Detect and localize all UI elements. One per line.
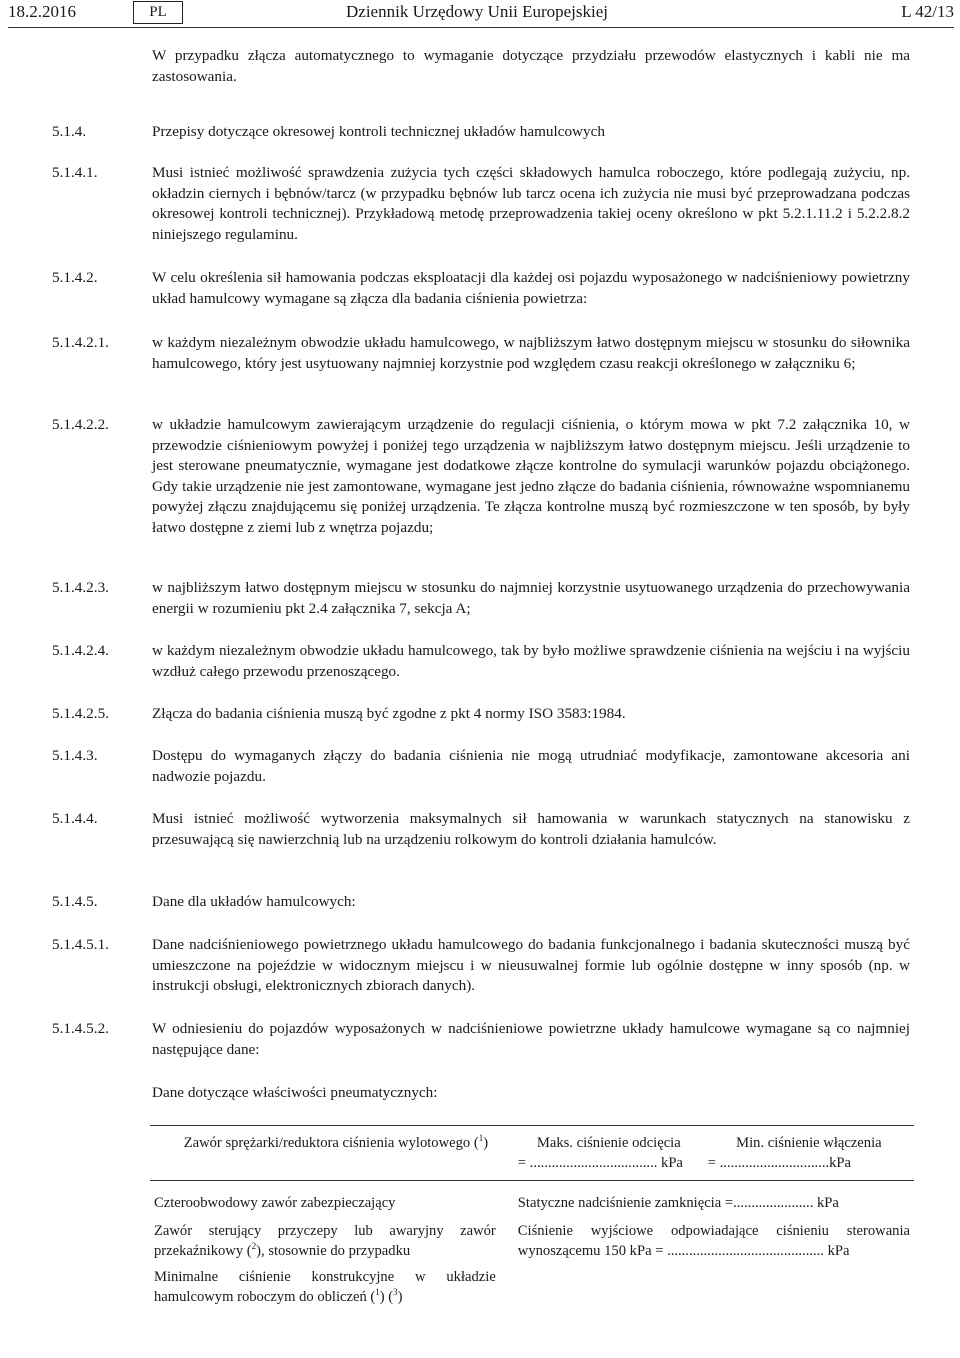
- section-number: 5.1.4.2.: [52, 269, 98, 286]
- table-cell: Statyczne nadciśnienie zamknięcia =...................... kPa: [517, 1195, 839, 1211]
- section-number: 5.1.4.4.: [52, 810, 98, 827]
- table-header-row: [150, 1126, 914, 1181]
- footnote-ref: 3: [393, 1287, 398, 1298]
- table-header-cell: [514, 1126, 704, 1181]
- page-reference: L 42/13: [901, 2, 954, 21]
- intro-paragraph: W przypadku złącza automatycznego to wymaganie dotyczące przydziału przewodów elastycznych i kabli nie ma zastosowania.: [152, 47, 910, 85]
- section-number: 5.1.4.1.: [52, 164, 98, 181]
- table-row: [150, 1261, 914, 1307]
- section-text: Dane nadciśnieniowego powietrznego układu hamulcowego do badania funkcjonalnego i badania skuteczności muszą być umieszczone na pojeździe w widocznym miejscu i w nieusuwalnej formie lub ogólnie dostępne w inny sposób (np. w instrukcji obsługi, elektronicznych zbiorach danych).: [152, 936, 910, 995]
- cell-text: ), stosownie do przypadku: [256, 1243, 411, 1259]
- section-number: 5.1.4.2.3.: [52, 579, 109, 596]
- footnote-ref: 1: [478, 1133, 484, 1144]
- section-number: 5.1.4.2.4.: [52, 642, 109, 659]
- pneumatic-data-table: [150, 1125, 914, 1307]
- section-text: Dane dla układów hamulcowych:: [152, 893, 356, 910]
- language-badge: PL: [133, 1, 183, 24]
- section-number: 5.1.4.: [52, 123, 87, 140]
- page-header: [0, 0, 960, 30]
- header-text: Zawór sprężarki/reduktora ciśnienia wylotowego (: [183, 1135, 479, 1151]
- header-value: = ..............................kPa: [707, 1155, 852, 1171]
- cell-text: ): [397, 1289, 403, 1305]
- header-value: = ................................... kPa: [517, 1155, 683, 1171]
- table-header-cell: [150, 1126, 514, 1181]
- table-cell: [150, 1213, 514, 1261]
- table-row: [150, 1181, 914, 1214]
- section-text: w każdym niezależnym obwodzie układu hamulcowego, w najbliższym łatwo dostępnym miejscu w stosunku do siłownika hamulcowego, który jest usytuowany najmniej korzystnie pod względem czasu reakcji określonego w załączniku 6;: [152, 334, 910, 372]
- section-number: 5.1.4.2.2.: [52, 416, 109, 433]
- section-text: Złącza do badania ciśnienia muszą być zgodne z pkt 4 normy ISO 3583:1984.: [152, 705, 626, 722]
- section-text: Dostępu do wymaganych złączy do badania ciśnienia nie mogą utrudniać modyfikacje, zamontowane akcesoria ani nadwozie pojazdu.: [152, 747, 910, 785]
- section-heading: Przepisy dotyczące okresowej kontroli technicznej układów hamulcowych: [152, 123, 605, 140]
- table-cell: Ciśnienie wyjściowe odpowiadające ciśnieniu sterowania wynoszącemu 150 kPa = ........................................... kPa: [517, 1223, 910, 1259]
- header-text: ): [483, 1135, 489, 1151]
- section-text: w każdym niezależnym obwodzie układu hamulcowego, tak by było możliwe sprawdzenie ciśnienia na wejściu i na wyjściu wzdłuż całego przewodu przenoszącego.: [152, 642, 910, 680]
- table-title: Dane dotyczące właściwości pneumatycznych:: [152, 1084, 438, 1101]
- section-number: 5.1.4.3.: [52, 747, 98, 764]
- table-cell: Czteroobwodowy zawór zabezpieczający: [154, 1195, 396, 1211]
- section-number: 5.1.4.2.1.: [52, 334, 109, 351]
- table-header-cell: [704, 1126, 914, 1181]
- table-cell-empty: [514, 1261, 914, 1307]
- section-text: w najbliższym łatwo dostępnym miejscu w stosunku do najmniej korzystnie usytuowanego urządzenia do przechowywania energii w rozumieniu pkt 2.4 załącznika 7, sekcja A;: [152, 579, 910, 617]
- cell-text: Minimalne ciśnienie konstrukcyjne w układzie hamulcowym roboczym do obliczeń (: [154, 1269, 496, 1305]
- footnote-ref: 1: [375, 1287, 380, 1298]
- section-number: 5.1.4.5.2.: [52, 1020, 109, 1037]
- section-text: Musi istnieć możliwość sprawdzenia zużycia tych części składowych hamulca roboczego, które podlegają zużyciu, np. okładzin ciernych i bębnów/tarcz (w przypadku bębnów lub tarcz ocena ich zużycia nie musi być przeprowadzana podczas okresowej kontroli technicznej). Przykładową metodę przeprowadzenia takiej oceny określono w pkt 5.2.1.11.2 i 5.2.2.8.2 niniejszego regulaminu.: [152, 164, 910, 243]
- cell-text: ) (: [379, 1289, 394, 1305]
- publication-date: 18.2.2016: [8, 2, 76, 21]
- journal-title: Dziennik Urzędowy Unii Europejskiej: [346, 2, 609, 21]
- footnote-ref: 2: [251, 1241, 257, 1252]
- section-number: 5.1.4.5.1.: [52, 936, 109, 953]
- section-text: w układzie hamulcowym zawierającym urządzenie do regulacji ciśnienia, o którym mowa w pkt 7.2 załącznika 10, w przewodzie ciśnieniowym powyżej i poniżej tego urządzenia w najbliższym łatwo dostępnym miejscu. Jeśli urządzenie to jest sterowane pneumatycznie, wymagane jest dodatkowe złącze kontrolne do symulacji warunków pojazdu obciążonego. Gdy takie urządzenie nie jest zamontowane, wymagane jest jedno złącze do badania ciśnienia, równoważne wspomnianemu powyżej złączu znajdującemu się poniżej urządzenia. Te złącza kontrolne muszą być rozmieszczone w ten sposób, by były łatwo dostępne z ziemi lub z wnętrza pojazdu;: [152, 416, 910, 536]
- header-text: Maks. ciśnienie odcięcia: [536, 1135, 681, 1151]
- section-number: 5.1.4.5.: [52, 893, 98, 910]
- cell-text: Zawór sterujący przyczepy lub awaryjny zawór przekaźnikowy (: [154, 1223, 496, 1259]
- section-number: 5.1.4.2.5.: [52, 705, 109, 722]
- table-row: [150, 1213, 914, 1261]
- section-text: Musi istnieć możliwość wytworzenia maksymalnych sił hamowania w warunkach statycznych na stanowisku z przesuwającą się nawierzchnią lub na urządzeniu rolkowym do kontroli działania hamulców.: [152, 810, 910, 848]
- table-cell: [150, 1261, 514, 1307]
- section-text: W celu określenia sił hamowania podczas eksploatacji dla każdej osi pojazdu wyposażonego w nadciśnieniowy powietrzny układ hamulcowy wymagane są złącza dla badania ciśnienia powietrza:: [152, 269, 910, 307]
- header-rule: [8, 27, 954, 28]
- section-text: W odniesieniu do pojazdów wyposażonych w nadciśnieniowe powietrzne układy hamulcowe wymagane są co najmniej następujące dane:: [152, 1020, 910, 1058]
- header-text: Min. ciśnienie włączenia: [736, 1135, 882, 1151]
